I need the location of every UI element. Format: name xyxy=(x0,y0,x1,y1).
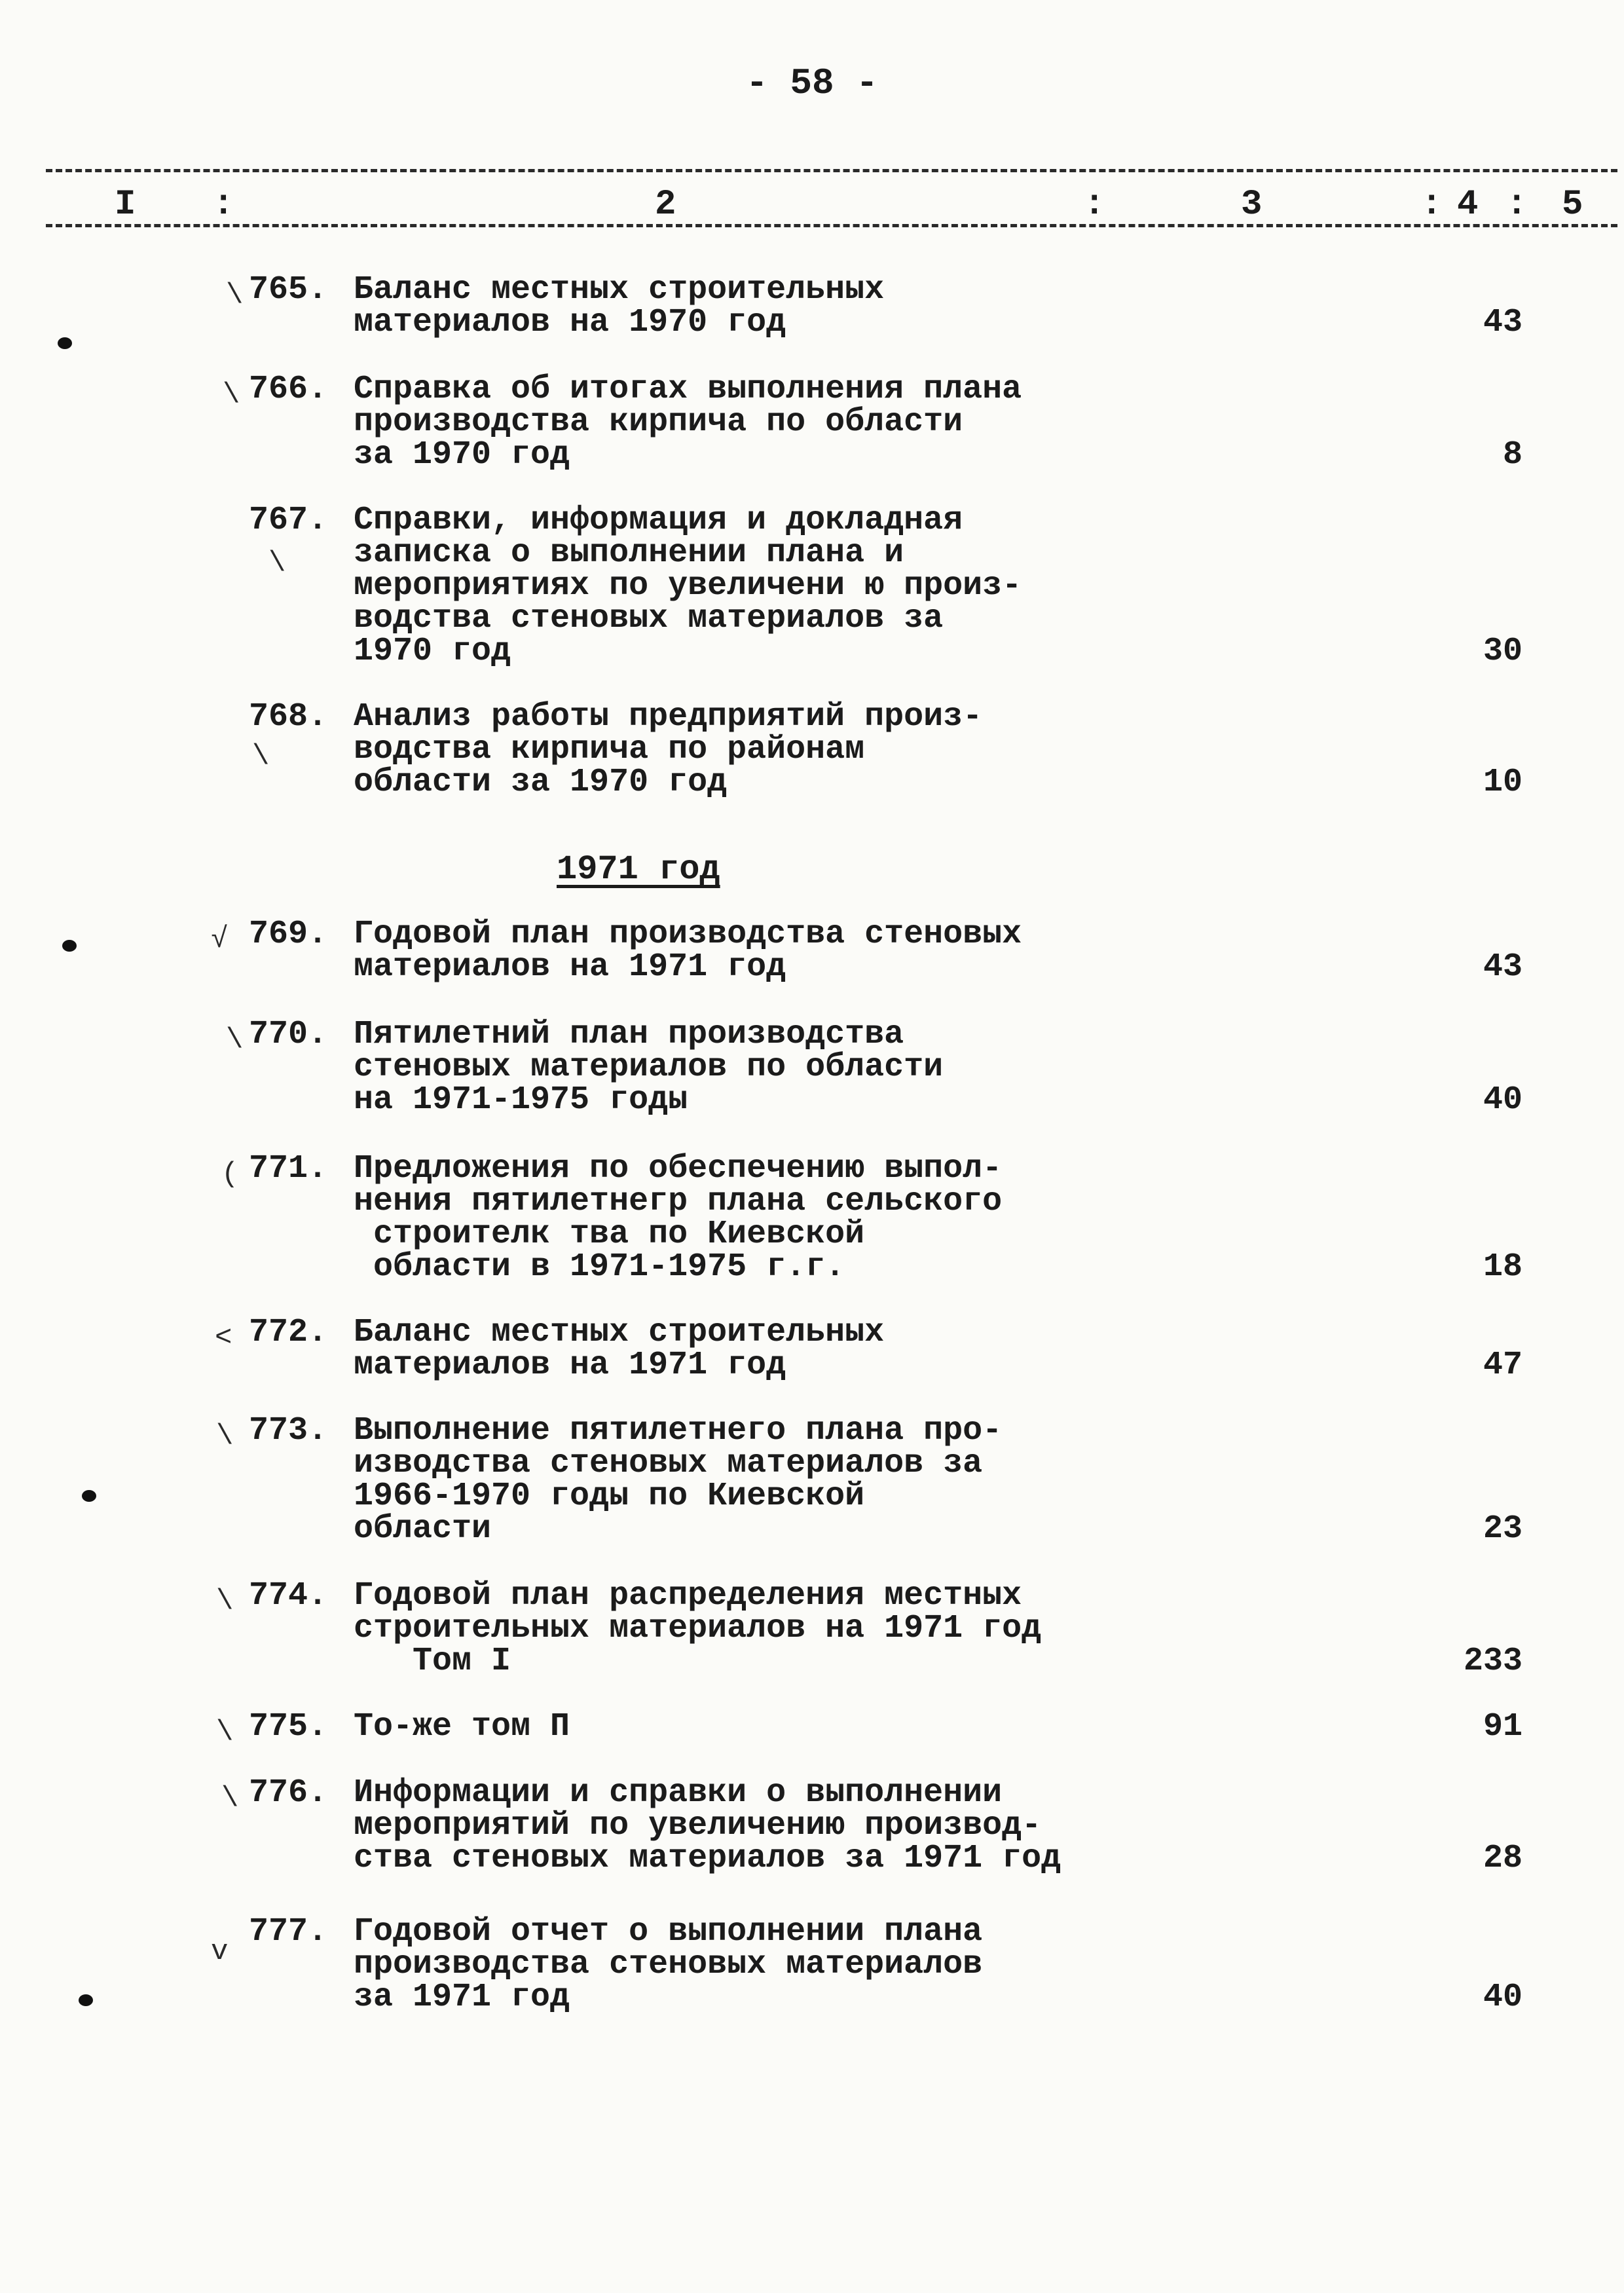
check-mark-icon: \ xyxy=(268,547,286,580)
entry-description xyxy=(354,1316,1139,1382)
description-line: Годовой план производства стеновых xyxy=(354,916,1022,953)
description-line: Том I xyxy=(354,1643,511,1680)
check-mark-icon: \ xyxy=(226,279,244,312)
check-mark-icon: √ xyxy=(211,923,229,956)
entry-number: 771. xyxy=(249,1150,328,1187)
check-mark-icon: \ xyxy=(221,1782,239,1815)
entry-description xyxy=(354,1018,1139,1117)
header-top-rule xyxy=(46,169,1617,172)
entry-number: 774. xyxy=(249,1577,328,1614)
description-line: производства кирпича по области xyxy=(354,403,963,441)
column-header-5: 5 xyxy=(1562,185,1583,225)
entry-description xyxy=(354,1913,1139,2016)
description-line: Справки, информация и докладная xyxy=(354,502,963,539)
description-line: Баланс местных строительных xyxy=(354,1314,885,1351)
description-line: стеновых материалов по области xyxy=(354,1049,944,1086)
description-line: на 1971-1975 годы xyxy=(354,1081,688,1119)
description-line: Пятилетний план производства xyxy=(354,1016,904,1053)
description-line: Анализ работы предприятий произ- xyxy=(354,698,983,736)
check-mark-icon: \ xyxy=(216,1585,234,1618)
entry-description xyxy=(354,1708,1139,1745)
description-line: Информации и справки о выполнении xyxy=(354,1774,1003,1812)
ink-blot xyxy=(62,940,77,952)
sheet-count: 40 xyxy=(1483,1081,1522,1119)
description-line: ства стеновых материалов за 1971 год xyxy=(354,1840,1061,1877)
page-number: - 58 - xyxy=(746,62,878,104)
entry-number: 777. xyxy=(249,1913,328,1950)
entry-number: 770. xyxy=(249,1016,328,1053)
entry-description xyxy=(354,918,1139,984)
header-bottom-rule xyxy=(46,224,1617,227)
check-mark-icon: \ xyxy=(223,379,240,411)
entry-number: 769. xyxy=(249,916,328,953)
entry-number: 766. xyxy=(249,371,328,408)
entry-description xyxy=(354,1150,1139,1286)
description-line: области xyxy=(354,1510,492,1548)
entry-description xyxy=(354,1577,1139,1680)
ink-blot xyxy=(79,1994,93,2006)
description-line: 1970 год xyxy=(354,633,511,670)
entry-number: 775. xyxy=(249,1708,328,1745)
check-mark-icon: \ xyxy=(216,1716,234,1749)
sheet-count: 43 xyxy=(1483,304,1522,341)
sheet-count: 233 xyxy=(1463,1643,1522,1680)
sheet-count: 28 xyxy=(1483,1840,1522,1877)
description-line: Справка об итогах выполнения плана xyxy=(354,371,1022,408)
entry-description xyxy=(354,698,1139,801)
check-mark-icon: ( xyxy=(221,1158,239,1191)
entry-number: 768. xyxy=(249,698,328,736)
description-line: строителк тва по Киевской xyxy=(354,1216,865,1253)
sheet-count: 40 xyxy=(1483,1979,1522,2016)
description-line: материалов на 1971 год xyxy=(354,1347,786,1384)
sheet-count: 43 xyxy=(1483,948,1522,986)
description-line: Предложения по обеспечению выпол- xyxy=(354,1150,1003,1187)
sheet-count: 8 xyxy=(1502,436,1522,474)
sheet-count: 47 xyxy=(1483,1347,1522,1384)
check-mark-icon: v xyxy=(211,1935,229,1968)
description-line: производства стеновых материалов xyxy=(354,1946,983,1983)
column-header-3: 3 xyxy=(1241,185,1263,225)
description-line: за 1970 год xyxy=(354,436,570,474)
entry-number: 772. xyxy=(249,1314,328,1351)
section-heading: 1971 год xyxy=(557,850,720,889)
entry-number: 765. xyxy=(249,271,328,308)
description-line: строительных материалов на 1971 год xyxy=(354,1610,1042,1647)
description-line: области за 1970 год xyxy=(354,764,728,801)
description-line: записка о выполнении плана и xyxy=(354,534,904,572)
description-line: Баланс местных строительных xyxy=(354,271,885,308)
sheet-count: 30 xyxy=(1483,633,1522,670)
description-line: области в 1971-1975 г.г. xyxy=(354,1248,845,1286)
column-header-1: I xyxy=(115,185,136,225)
column-header-2: 2 xyxy=(655,185,676,225)
entry-description xyxy=(354,1412,1139,1548)
description-line: за 1971 год xyxy=(354,1979,570,2016)
description-line: Выполнение пятилетнего плана про- xyxy=(354,1412,1003,1449)
check-mark-icon: \ xyxy=(252,740,270,773)
description-line: изводства стеновых материалов за xyxy=(354,1445,983,1482)
description-line: 1966-1970 годы по Киевской xyxy=(354,1478,865,1515)
entry-description xyxy=(354,271,1139,341)
sheet-count: 91 xyxy=(1483,1708,1522,1745)
description-line: Годовой отчет о выполнении плана xyxy=(354,1913,983,1950)
column-separator: : xyxy=(1084,185,1105,225)
description-line: водства стеновых материалов за xyxy=(354,600,944,637)
check-mark-icon: \ xyxy=(226,1024,244,1056)
column-separator: : xyxy=(1421,185,1443,225)
column-separator: : xyxy=(1506,185,1528,225)
description-line: мероприятий по увеличению производ- xyxy=(354,1807,1042,1844)
entry-number: 776. xyxy=(249,1774,328,1812)
entry-number: 773. xyxy=(249,1412,328,1449)
entry-description xyxy=(354,504,1139,668)
column-separator: : xyxy=(213,185,234,225)
description-line: мероприятиях по увеличени ю произ- xyxy=(354,567,1022,605)
sheet-count: 18 xyxy=(1483,1248,1522,1286)
ink-blot xyxy=(58,337,72,349)
description-line: материалов на 1970 год xyxy=(354,304,786,341)
description-line: То-же том П xyxy=(354,1708,570,1745)
check-mark-icon: \ xyxy=(216,1420,234,1453)
description-line: водства кирпича по районам xyxy=(354,731,865,768)
sheet-count: 10 xyxy=(1483,764,1522,801)
check-mark-icon: < xyxy=(215,1322,232,1354)
description-line: нения пятилетнегр плана сельского xyxy=(354,1183,1003,1220)
entry-description xyxy=(354,373,1139,472)
ink-blot xyxy=(82,1490,96,1502)
description-line: материалов на 1971 год xyxy=(354,948,786,986)
entry-number: 767. xyxy=(249,502,328,539)
column-header-4: 4 xyxy=(1457,185,1479,225)
sheet-count: 23 xyxy=(1483,1510,1522,1548)
description-line: Годовой план распределения местных xyxy=(354,1577,1022,1614)
entry-description xyxy=(354,1774,1139,1877)
